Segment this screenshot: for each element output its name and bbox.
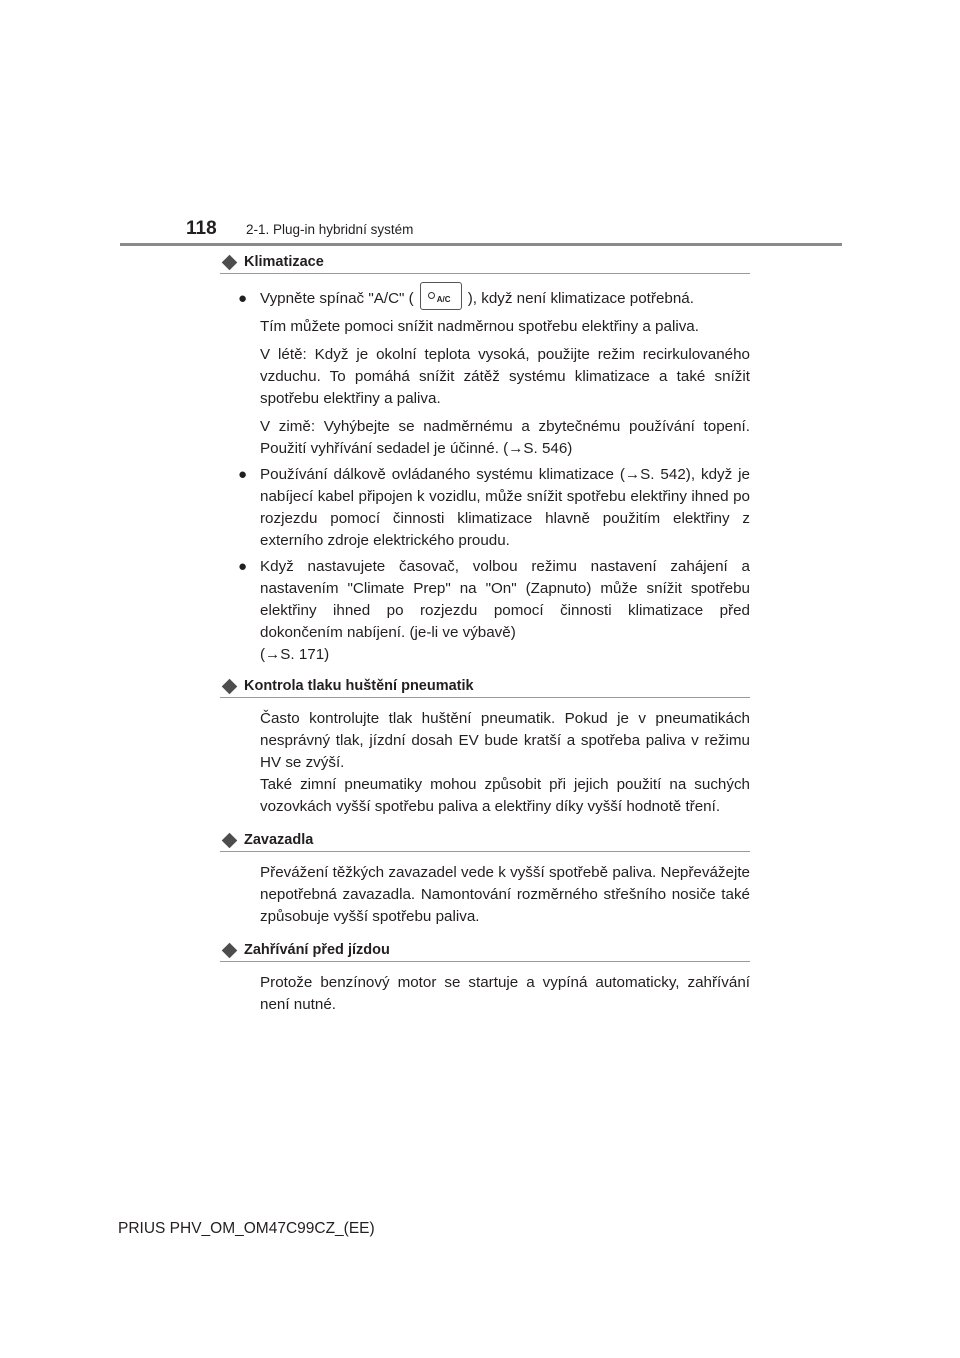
section-heading	[220, 830, 750, 852]
section-heading	[220, 940, 750, 962]
page-header	[186, 218, 413, 246]
header-rule	[120, 243, 842, 246]
diamond-icon	[222, 678, 238, 694]
section-tire-pressure	[220, 676, 750, 818]
bullet-icon: ●	[238, 558, 248, 576]
paragraph: V létě: Když je okolní teplota vysoká, použijte režim recirkulovaného vzduchu. To pomáhá snížit zátěž systému klimatizace a také snížit spotřebu elektřiny a paliva.	[260, 346, 750, 408]
section-klimatizace	[220, 252, 750, 666]
section-title: Kontrola tlaku huštění pneumatik	[244, 678, 474, 695]
section-warmup	[220, 940, 750, 1016]
list-item	[238, 464, 750, 552]
section-title: Zahřívání před jízdou	[244, 942, 390, 959]
page-reference: (→S. 171)	[260, 646, 330, 664]
page-content	[220, 252, 750, 1025]
paragraph: Převážení těžkých zavazadel vede k vyšší spotřebě paliva. Nepřevážejte nepotřebná zavazadla. Namontování rozměrného střešního nosiče také způsobuje vyšší spotřebu paliva.	[260, 864, 750, 926]
bullet-body	[260, 288, 750, 460]
diamond-icon	[222, 832, 238, 848]
paragraph: Protože benzínový motor se startuje a vypíná automaticky, zahřívání není nutné.	[260, 974, 750, 1014]
page-number: 118	[186, 218, 217, 239]
paragraph: Tím můžete pomoci snížit nadměrnou spotřebu elektřiny a paliva.	[260, 318, 699, 336]
paragraph: Často kontrolujte tlak huštění pneumatik. Pokud je v pneumatikách nesprávný tlak, jízdní dosah EV bude kratší a spotřeba paliva v režimu HV se zvýší.	[260, 710, 750, 772]
paragraph: Používání dálkově ovládaného systému klimatizace (→S. 542), když je nabíjecí kabel připojen k vozidlu, může snížit spotřebu elektřiny ihned po rozjezdu pomocí činnosti klimatizace hlavně použitím elektřiny z externího zdroje elektrického proudu.	[260, 466, 750, 550]
bullet-lead	[260, 288, 750, 310]
diamond-icon	[222, 254, 238, 270]
ac-switch-icon	[420, 282, 462, 310]
bullet-body	[260, 464, 750, 552]
diamond-icon	[222, 942, 238, 958]
indicator-led-icon	[428, 292, 435, 299]
chapter-title: 2-1. Plug-in hybridní systém	[246, 222, 414, 237]
section-heading	[220, 676, 750, 698]
paragraph: Když nastavujete časovač, volbou režimu nastavení zahájení a nastavením "Climate Prep" na "On" (Zapnuto) může snížit spotřebu elektřiny ihned po rozjezdu pomocí činnosti klimatizace před dokončením nabíjení. (je-li ve výbavě)	[260, 558, 750, 642]
document-code: PRIUS PHV_OM_OM47C99CZ_(EE)	[118, 1220, 375, 1237]
section-title: Klimatizace	[244, 254, 324, 270]
list-item	[238, 288, 750, 460]
section-title: Zavazadla	[244, 832, 314, 849]
paragraph: Také zimní pneumatiky mohou způsobit při jejich použití na suchých vozovkách vyšší spotřebu paliva a elektřiny díky vyšší hodnotě tření.	[260, 776, 750, 816]
paragraph: V zimě: Vyhýbejte se nadměrnému a zbytečnému používání topení. Použití vyhřívání sedadel je účinné. (→S. 546)	[260, 418, 750, 458]
bullet-body	[260, 556, 750, 666]
bullet-icon: ●	[238, 290, 248, 307]
ac-label: A/C	[436, 295, 451, 304]
section-heading	[220, 252, 750, 274]
lead-text: Vypněte spínač "A/C" (	[260, 290, 414, 308]
section-luggage	[220, 830, 750, 928]
lead-text-after: ), když není klimatizace potřebná.	[467, 290, 694, 308]
list-item	[238, 556, 750, 666]
bullet-icon: ●	[238, 466, 248, 484]
bullet-list	[238, 288, 750, 666]
